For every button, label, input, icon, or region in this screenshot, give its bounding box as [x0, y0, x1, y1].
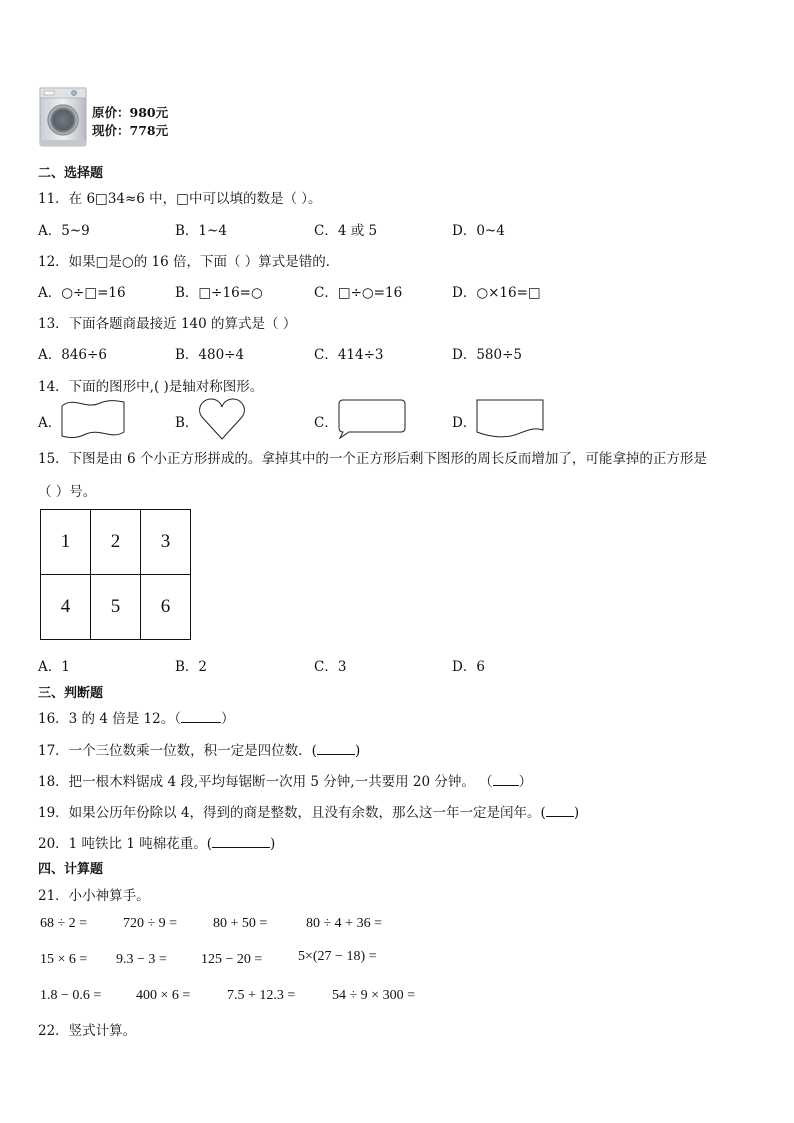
q14-label-b: B． [175, 415, 199, 431]
q16 [38, 707, 234, 727]
q20 [38, 832, 275, 852]
q14-label-d: D． [452, 415, 477, 431]
q13-option-d: D．580÷5 [452, 347, 522, 363]
q15-stem: 15．下图是由 6 个小正方形拼成的。拿掉其中的一个正方形后剩下图形的周长反而增加了，可能拿掉的正方形是 [38, 451, 707, 467]
q17-close: ) [354, 743, 361, 759]
washing-machine-image [38, 86, 88, 148]
q14-label-c: C． [314, 415, 338, 431]
q18-close: ） [518, 774, 533, 790]
q16-text: 16．3 的 4 倍是 12。（ [38, 711, 181, 727]
q12-option-b: B．□÷16=○ [175, 285, 263, 301]
q22-stem: 22．竖式计算。 [38, 1023, 137, 1039]
q19-close: ) [573, 805, 580, 821]
q20-answer-blank[interactable] [212, 835, 270, 848]
q14-document-shape [475, 398, 547, 444]
q11-option-b: B．1~4 [175, 223, 227, 239]
calc-r3-c1: 1.8 − 0.6 = [40, 988, 102, 1003]
calc-r1-c2: 720 ÷ 9 = [123, 916, 178, 931]
q16-answer-blank[interactable] [181, 710, 221, 723]
q11-stem: 11．在 6□34≈6 中，□中可以填的数是（ ）。 [38, 191, 322, 207]
calc-r2-c3: 125 − 20 = [201, 952, 263, 967]
grid-cell-4: 4 [41, 575, 91, 640]
q15-option-a: A．1 [38, 659, 70, 675]
original-price: 原价：980元 [92, 105, 169, 120]
calc-r3-c2: 400 × 6 = [136, 988, 191, 1003]
q15-square-grid [40, 509, 191, 640]
q18-answer-blank[interactable] [493, 773, 519, 786]
q15-option-c: C．3 [314, 659, 347, 675]
q18-text: 18．把一根木料锯成 4 段,平均每锯断一次用 5 分钟,一共要用 20 分钟。 （ [38, 774, 493, 790]
q19-answer-blank[interactable] [546, 804, 574, 817]
section-calc-heading: 四、计算题 [38, 862, 104, 877]
q11-option-a: A．5~9 [38, 223, 90, 239]
q18 [38, 770, 532, 790]
calc-r1-c4: 80 ÷ 4 + 36 = [306, 916, 382, 931]
calc-r3-c3: 7.5 + 12.3 = [227, 988, 296, 1003]
q13-option-a: A．846÷6 [38, 347, 107, 363]
calc-r3-c4: 54 ÷ 9 × 300 = [332, 988, 415, 1003]
calc-r2-c1: 15 × 6 = [40, 952, 88, 967]
q21-stem: 21．小小神算手。 [38, 888, 150, 904]
calc-r2-c4: 5×(27 − 18) = [298, 949, 377, 964]
section-choice-heading: 二、选择题 [38, 166, 104, 181]
q12-option-c: C．□÷○=16 [314, 285, 403, 301]
q17 [38, 739, 360, 759]
q13-option-b: B．480÷4 [175, 347, 245, 363]
q16-close: ） [220, 711, 235, 727]
q20-text: 20．1 吨铁比 1 吨棉花重。( [38, 836, 212, 852]
q14-label-a: A． [38, 415, 62, 431]
q12-option-a: A．○÷□=16 [38, 285, 126, 301]
q17-answer-blank[interactable] [317, 742, 355, 755]
q14-heart-shape [198, 397, 246, 445]
q14-wavy-flag-shape [60, 398, 126, 444]
q11-option-c: C．4 或 5 [314, 223, 378, 239]
q12-stem: 12．如果□是○的 16 倍，下面（ ）算式是错的． [38, 254, 340, 270]
grid-cell-5: 5 [91, 575, 141, 640]
grid-cell-3: 3 [141, 510, 191, 575]
q14-stem: 14．下面的图形中,( )是轴对称图形。 [38, 379, 264, 395]
grid-cell-1: 1 [41, 510, 91, 575]
q11-option-d: D．0~4 [452, 223, 505, 239]
q17-text: 17．一个三位数乘一位数，积一定是四位数．( [38, 743, 317, 759]
q13-stem: 13．下面各题商最接近 140 的算式是（ ） [38, 316, 297, 332]
calc-r2-c2: 9.3 − 3 = [116, 952, 167, 967]
current-price: 现价：778元 [92, 123, 169, 138]
calc-r1-c3: 80 + 50 = [213, 916, 268, 931]
q12-option-d: D．○×16=□ [452, 285, 541, 301]
calc-r1-c1: 68 ÷ 2 = [40, 916, 88, 931]
q13-option-c: C．414÷3 [314, 347, 384, 363]
section-judge-heading: 三、判断题 [38, 686, 104, 701]
q19 [38, 801, 579, 821]
q14-speech-bubble-shape [337, 398, 407, 444]
grid-cell-6: 6 [141, 575, 191, 640]
q15-option-d: D．6 [452, 659, 485, 675]
q15-stem-continued: （ ）号。 [38, 484, 97, 500]
q20-close: ) [270, 836, 276, 852]
q19-text: 19．如果公历年份除以 4，得到的商是整数，且没有余数，那么这一年一定是闰年。( [38, 805, 546, 821]
grid-cell-2: 2 [91, 510, 141, 575]
q15-option-b: B．2 [175, 659, 208, 675]
